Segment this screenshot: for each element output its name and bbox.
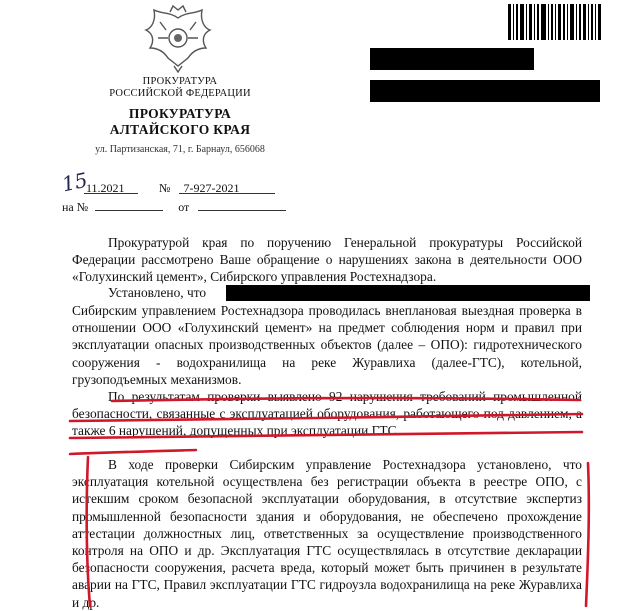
- printed-date: 11.2021: [84, 181, 138, 194]
- on-number-label: на №: [62, 200, 89, 214]
- org-small-line1: ПРОКУРАТУРА: [142, 76, 218, 87]
- document-number: 7-927-2021: [179, 181, 275, 194]
- highlight-underline-3: [70, 432, 582, 438]
- org-large-line1: ПРОКУРАТУРА: [128, 106, 232, 121]
- org-small-line2: РОССИЙСКОЙ ФЕДЕРАЦИИ: [109, 88, 251, 99]
- highlight-underline-1: [112, 398, 580, 401]
- margin-bracket-left: [87, 457, 90, 606]
- org-address: ул. Партизанская, 71, г. Барнаул, 656068: [95, 144, 265, 155]
- paragraph-3: По результатам проверки выявлено 92 нарушения требований промышленной безопасности, связанные с эксплуатацией оборудования, работающего под давлением, а также 6 нарушений, допущенных при эксплуатации ГТС.: [72, 389, 582, 439]
- from-label: от: [178, 200, 190, 214]
- org-large-line2: АЛТАЙСКОГО КРАЯ: [109, 122, 251, 137]
- paragraph-4: В ходе проверки Сибирским управление Ростехнадзора установлено, что эксплуатация котельной осуществлена без регистрации объекта в реестре ОПО, с истекшим сроком безопасной эксплуатации оборудования, в отсутствие экспертиз промышленной безопасности здания и оборудования, не обеспечено прохождение аттестации должностных лиц, ответственных за осуществление производственного контроля на ОПО и др. Эксплуатация ГТС осуществлялась в отсутствие декларации безопасности сооружения, расчета вреда, который может быть причинен в результате аварии на ГТС, Правил эксплуатации ГТС гидроузла водохранилища на реке Журавлиха и др.: [72, 457, 582, 610]
- paragraph-2-start: Установлено, что: [108, 285, 207, 300]
- paragraph-1: Прокуратурой края по поручению Генеральной прокуратуры Российской Федерации рассмотрено Ваше обращение о нарушениях закона в деятельности ООО «Голухинский цемент», Сибирского управления Ростехнадзора.: [72, 235, 582, 285]
- handwritten-date: 15: [59, 167, 90, 197]
- highlight-underline-4: [70, 450, 196, 454]
- highlight-underline-2: [70, 414, 582, 421]
- margin-bracket-right: [586, 463, 589, 606]
- paragraph-2-rest: Сибирским управлением Ростехнадзора проводилась внеплановая выездная проверка в отношении ООО «Голухинский цемент» на предмет соблюдения норм и правил при эксплуатации опасных производственных объектов (далее – ОПО): гидротехнического сооружения - водохранилища на реке Журавлиха (далее-ГТС), котельной, грузоподъемных механизмов.: [72, 303, 582, 387]
- number-sign: №: [159, 181, 171, 195]
